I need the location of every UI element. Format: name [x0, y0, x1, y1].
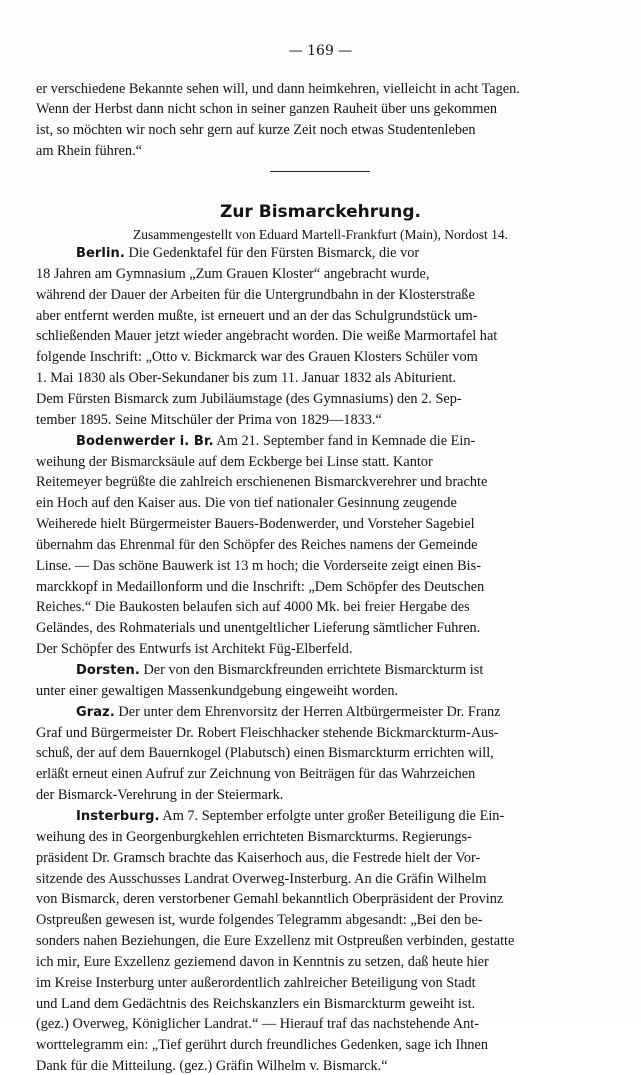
text-line — [0, 369, 641, 387]
line-text: erläßt erneut einen Aufruf zur Zeichnung von Beiträgen für das Wahrzeichen — [36, 766, 476, 783]
line-text: Geländes, des Rohmaterials und unentgeltlicher Lieferung sämtlicher Fuhren. — [36, 620, 481, 637]
place-heading: Insterburg. — [76, 808, 160, 824]
line-text: worttelegramm ein: „Tief gerührt durch freundliches Gedenken, sage ich Ihnen — [36, 1037, 489, 1054]
text-line: er verschiedene Bekannte sehen will, und dann heimkehren, vielleicht in acht Tagen. — [36, 81, 520, 97]
line-text: übernahm das Ehrenmal für den Schöpfer des Reiches namens der Gemeinde — [36, 536, 478, 553]
line-text: Am 21. September fand in Kemnade die Ein- — [213, 432, 476, 449]
line-text: folgende Inschrift: „Otto v. Bickmarck war des Grauen Klosters Schüler vom — [36, 349, 478, 366]
text-line — [0, 286, 641, 304]
line-text: im Kreise Insterburg unter außerordentlich zahlreicher Beteiligung von Stadt — [36, 974, 476, 991]
place-heading: Berlin. — [76, 246, 125, 261]
line-text: unter einer gewaltigen Massenkundgebung eingeweiht worden. — [36, 682, 399, 699]
paragraph-start-line — [0, 807, 641, 826]
line-text: weihung des in Georgenburgkehlen errichteten Bismarckturms. Regierungs- — [36, 828, 472, 845]
line-text: sitzende des Ausschusses Landrat Overweg-Insterburg. An die Gräfin Wilhelm — [36, 870, 487, 887]
text-line — [0, 974, 641, 992]
text-line — [0, 682, 641, 700]
text-line — [0, 494, 641, 512]
text-line — [0, 724, 641, 742]
text-line — [0, 578, 641, 596]
text-line — [0, 1036, 641, 1054]
text-line — [0, 849, 641, 867]
line-text: Reiches.“ Die Baukosten belaufen sich auf 4000 Mk. bei freier Hergabe des — [36, 599, 470, 616]
section-divider — [270, 171, 370, 172]
line-text: Dank für die Mitteilung. (gez.) Gräfin Wilhelm v. Bismarck.“ — [36, 1058, 388, 1075]
line-text: Die Gedenktafel für den Fürsten Bismarck, die vor — [124, 245, 420, 261]
text-line — [0, 911, 641, 929]
line-text: Weiherede hielt Bürgermeister Bauers-Bodenwerder, und Vorsteher Sagebiel — [36, 516, 475, 533]
text-line — [0, 473, 641, 491]
line-text: schuß, der auf dem Bauernkogel (Plabutsch) einen Bismarckturm errichten will, — [36, 745, 494, 762]
text-line — [0, 619, 641, 637]
text-line — [0, 1057, 641, 1075]
line-text: während der Dauer der Arbeiten für die Untergrundbahn in der Klosterstraße — [36, 286, 475, 303]
line-text: weihung der Bismarcksäule auf dem Eckberge bei Linse statt. Kantor — [36, 453, 433, 470]
text-line — [0, 786, 641, 804]
line-text: Reitemeyer begrüßte die zahlreich erschienenen Bismarckverehrer und brachte — [36, 474, 488, 491]
text-line — [0, 411, 641, 429]
text-line: am Rhein führen.“ — [36, 143, 142, 159]
line-text: von Bismarck, deren verstorbener Gemahl bekanntlich Oberpräsident der Provinz — [36, 891, 504, 908]
text-line — [0, 348, 641, 366]
line-text: Am 7. September erfolgte unter großer Beteiligung die Ein- — [159, 807, 505, 824]
line-text: Dem Fürsten Bismarck zum Jubiläumstage (des Gymnasiums) den 2. Sep- — [36, 390, 462, 407]
paragraph-start-line — [0, 432, 641, 451]
text-line — [0, 828, 641, 846]
text-line — [0, 453, 641, 471]
article-byline: Zusammengestellt von Eduard Martell-Frankfurt (Main), Nordost 14. — [133, 227, 508, 242]
paragraph-start-line — [0, 661, 641, 680]
line-text: ein Hoch auf den Kaiser aus. Die von tief nationaler Gesinnung zeugende — [36, 495, 457, 512]
line-text: Der von den Bismarckfreunden errichtete Bismarckturm ist — [139, 662, 484, 678]
text-line — [0, 765, 641, 783]
article-title: Zur Bismarckehrung. — [220, 202, 421, 222]
page-number: — 169 — — [288, 43, 353, 59]
line-text: 1. Mai 1830 als Ober-Sekundaner bis zum 11. Januar 1832 als Abiturient. — [36, 370, 457, 387]
text-line — [0, 557, 641, 575]
line-text: aber entfernt werden mußte, ist erneuert und an der das Schulgrundstück um- — [36, 307, 478, 324]
text-line: ist, so möchten wir noch sehr gern auf kurze Zeit noch etwas Studentenleben — [36, 122, 476, 138]
text-line — [0, 515, 641, 533]
text-line — [0, 890, 641, 908]
text-line — [0, 390, 641, 408]
line-text: 18 Jahren am Gymnasium „Zum Grauen Kloster“ angebracht wurde, — [36, 265, 430, 282]
paragraph-start-line — [0, 703, 641, 722]
place-heading: Graz. — [76, 704, 115, 720]
text-line — [0, 953, 641, 971]
line-text: Der unter dem Ehrenvorsitz der Herren Altbürgermeister Dr. Franz — [114, 703, 501, 720]
line-text: Der Schöpfer des Entwurfs ist Architekt Füg-Elberfeld. — [36, 641, 353, 658]
line-text: Linse. — Das schöne Bauwerk ist 13 m hoch; die Vorderseite zeigt einen Bis- — [36, 557, 481, 574]
text-line — [0, 995, 641, 1013]
line-text: sonders nahen Beziehungen, die Eure Exzellenz mit Ostpreußen verbinden, gestatte — [36, 933, 515, 950]
place-heading: Dorsten. — [76, 663, 140, 678]
text-line — [0, 870, 641, 888]
line-text: präsident Dr. Gramsch brachte das Kaiserhoch aus, die Festrede hielt der Vor- — [36, 849, 481, 866]
line-text: der Bismarck-Verehrung in der Steiermark. — [36, 787, 284, 804]
line-text: und Land dem Gedächtnis des Reichskanzlers ein Bismarckturm geweiht ist. — [36, 995, 476, 1012]
text-line — [0, 327, 641, 345]
text-line — [0, 932, 641, 950]
line-text: ich mir, Eure Exzellenz geziemend davon in Kenntnis zu setzen, daß heute hier — [36, 953, 489, 970]
text-line — [0, 598, 641, 616]
text-line — [0, 744, 641, 762]
text-line — [0, 536, 641, 554]
place-heading: Bodenwerder i. Br. — [76, 433, 214, 449]
text-line — [0, 640, 641, 658]
text-line — [0, 265, 641, 283]
text-line — [0, 307, 641, 325]
line-text: Ostpreußen gewesen ist, wurde folgendes Telegramm abgesandt: „Bei den be- — [36, 912, 483, 929]
paragraph-start-line — [0, 244, 641, 263]
text-line: Wenn der Herbst dann nicht schon in seiner ganzen Rauheit über uns gekommen — [36, 101, 497, 117]
line-text: Graf und Bürgermeister Dr. Robert Fleischhacker stehende Bickmarckturm-Aus- — [36, 724, 499, 741]
line-text: schließenden Mauer jetzt wieder angebracht worden. Die weiße Marmortafel hat — [36, 328, 498, 345]
text-line — [0, 1015, 641, 1033]
line-text: tember 1895. Seine Mitschüler der Prima von 1829—1833.“ — [36, 411, 382, 428]
line-text: marckkopf in Medaillonform und die Inschrift: „Dem Schöpfer des Deutschen — [36, 578, 485, 595]
line-text: (gez.) Overweg, Königlicher Landrat.“ — Hierauf traf das nachstehende Ant- — [36, 1016, 480, 1033]
